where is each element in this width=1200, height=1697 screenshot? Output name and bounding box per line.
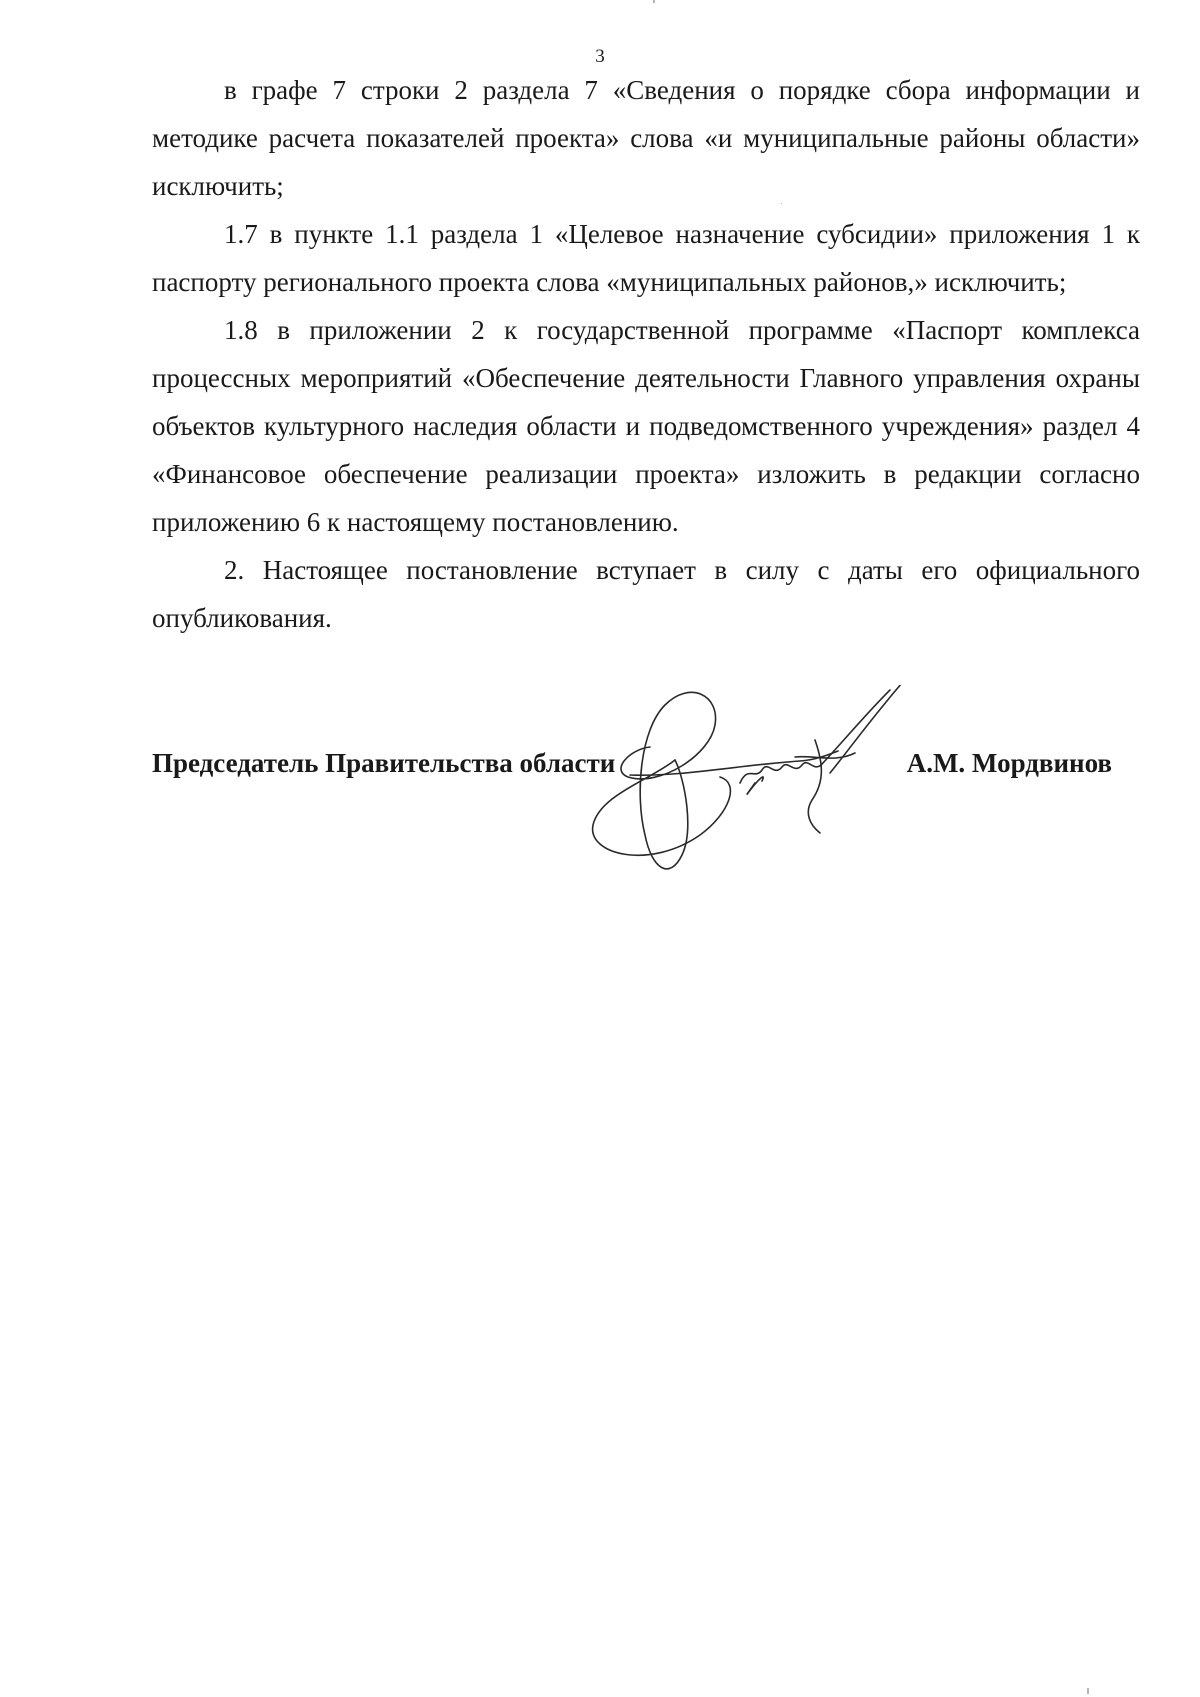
scan-mark-bottom bbox=[1087, 1688, 1089, 1694]
scan-mark-dot bbox=[781, 203, 782, 204]
paragraph-grafa-7: в графе 7 строки 2 раздела 7 «Сведения о порядке сбора информации и методике расчета показателей проекта» слова «и муниципальные районы области» исключить; bbox=[152, 75, 1140, 201]
signer-title: Председатель Правительства области bbox=[152, 748, 616, 778]
signature-tick bbox=[808, 740, 821, 833]
handwritten-signature bbox=[590, 685, 940, 905]
scan-mark-top bbox=[653, 0, 655, 3]
signer-name: А.М. Мордвинов bbox=[906, 748, 1112, 778]
paragraph-1-8: 1.8 в приложении 2 к государственной программе «Паспорт комплекса процессных мероприятий «Обеспечение деятельности Главного управления охраны объектов культурного наследия области и подведомственного учреждения» раздел 4 «Финансовое обеспечение реализации проекта» изложить в редакции согласно приложению 6 к настоящему постановлению. bbox=[152, 315, 1140, 537]
paragraph-2: 2. Настоящее постановление вступает в силу с даты его официального опубликования. bbox=[152, 555, 1140, 633]
paragraph-1-7: 1.7 в пункте 1.1 раздела 1 «Целевое назначение субсидии» приложения 1 к паспорту регионального проекта слова «муниципальных районов,» исключить; bbox=[152, 219, 1140, 297]
signature-main-loop bbox=[621, 692, 716, 869]
signature-tail-stroke bbox=[822, 690, 890, 764]
signature-second-tail bbox=[830, 685, 902, 773]
document-body bbox=[152, 66, 1140, 642]
page-number: 3 bbox=[595, 46, 605, 67]
signature-small-loop bbox=[747, 777, 763, 794]
